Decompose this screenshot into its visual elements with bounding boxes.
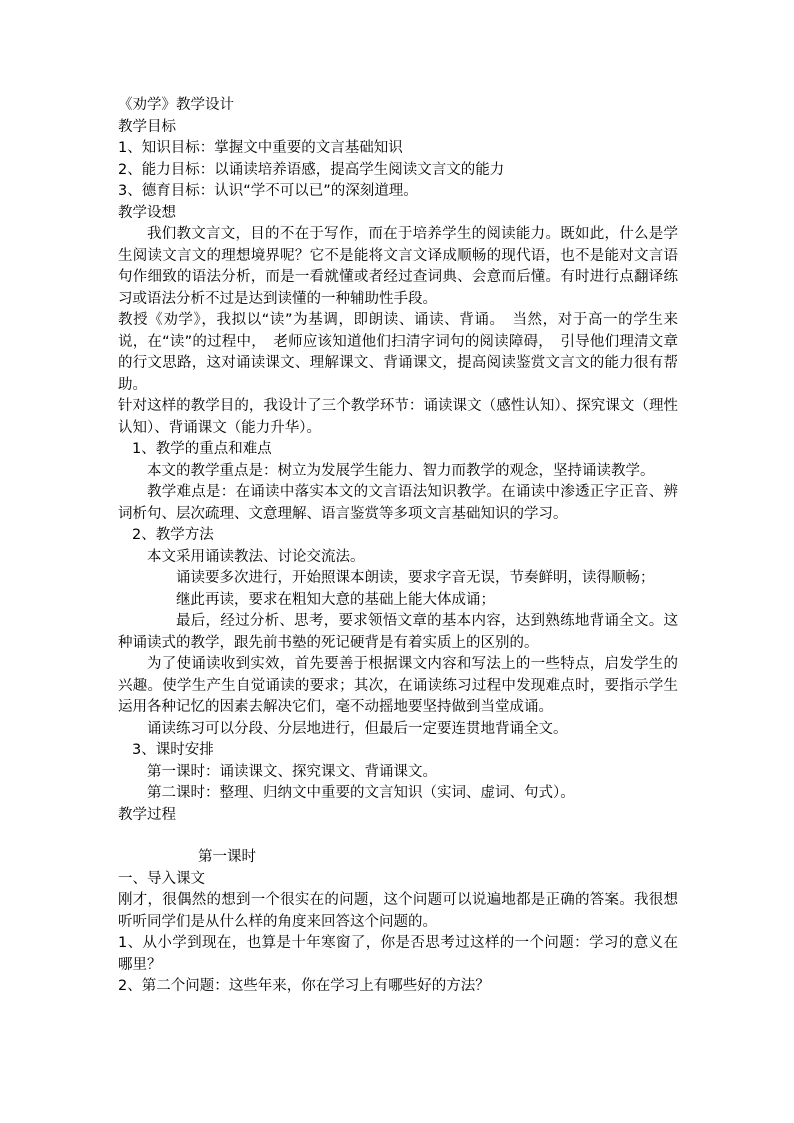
objectives-heading: 教学目标 [118,118,176,135]
intro-paragraph: 刚才，很偶然的想到一个很实在的问题，这个问题可以说遍地都是正确的答案。我很想听听同学们是从什么样的角度来回答这个问题的。 [118,892,678,930]
concept-paragraph: 针对这样的教学目的，我设计了三个教学环节：诵读课文（感性认知）、探究课文（理性认知）、背诵课文（能力升华）。 [118,398,678,436]
concept-paragraph: 教授《劝学》，我拟以“读”为基调，即朗读、诵读、背诵。 当然，对于高一的学生来说，在“读”的过程中， 老师应该知道他们扫清字词句的阅读障碍， 引导他们理清文章的行文思路，这对诵读课文、理解课文、背诵课文，提高阅读鉴赏文言文的能力很有帮助。 [118,312,678,393]
section-paragraph: 诵读要多次进行，开始照课本朗读，要求字音无误，节奏鲜明，读得顺畅； [176,570,655,586]
process-heading: 教学过程 [118,806,176,823]
intro-heading: 一、导入课文 [118,870,205,887]
section-paragraph: 第二课时：整理、归纳文中重要的文言知识（实词、虚词、句式）。 [147,785,575,801]
section-paragraph: 教学难点是：在诵读中落实本文的文言语法知识教学。在诵读中渗透正字正音、辨词析句、层次疏理、文意理解、语言鉴赏等多项文言基础知识的学习。 [118,484,678,522]
section-paragraph: 继此再读，要求在粗知大意的基础上能大体成诵； [176,591,495,608]
objective-item: 2、能力目标：以诵读培养语感，提高学生阅读文言文的能力 [118,161,505,178]
lesson-heading: 第一课时 [198,849,256,865]
concept-heading: 教学设想 [118,204,176,221]
document-title: 《劝学》教学设计 [118,97,234,113]
section-heading: 1、教学的重点和难点 [132,441,272,457]
question-item: 1、从小学到现在，也算是十年寒窗了，你是否思考过这样的一个问题：学习的意义在哪里？ [118,935,678,973]
section-paragraph: 最后，经过分析、思考，要求领悟文章的基本内容，达到熟练地背诵全文。这种诵读式的教学，跟先前书塾的死记硬背是有着实质上的区别的。 [118,613,678,651]
concept-paragraph: 我们教文言文，目的不在于写作，而在于培养学生的阅读能力。既如此，什么是学生阅读文言文的理想境界呢？它不是能将文言文译成顺畅的现代语，也不是能对文言语句作细致的语法分析，而是一看就懂或者经过查词典、会意而后懂。有时进行点翻译练习或语法分析不过是达到读懂的一种辅助性手段。 [118,226,678,307]
objective-item: 1、知识目标：掌握文中重要的文言基础知识 [118,140,403,156]
section-paragraph: 为了使诵读收到实效，首先要善于根据课文内容和写法上的一些特点，启发学生的兴趣。使学生产生自觉诵读的要求；其次，在诵读练习过程中发现难点时，要指示学生运用各种记忆的因素去解决它们，毫不动摇地要坚持做到当堂成诵。 [118,656,678,715]
objective-item: 3、德育目标：认识“学不可以已”的深刻道理。 [118,183,418,199]
section-paragraph: 诵读练习可以分段、分层地进行，但最后一定要连贯地背诵全文。 [147,720,568,737]
section-paragraph: 本文的教学重点是：树立为发展学生能力、智力而教学的观念，坚持诵读教学。 [147,462,655,479]
section-paragraph: 第一课时：诵读课文、探究课文、背诵课文。 [147,763,437,780]
section-heading: 3、课时安排 [132,742,214,758]
question-item: 2、第二个问题：这些年来，你在学习上有哪些好的方法？ [118,978,490,994]
section-paragraph: 本文采用诵读教法、讨论交流法。 [147,548,365,565]
section-heading: 2、教学方法 [132,527,214,543]
document-page [118,95,678,998]
